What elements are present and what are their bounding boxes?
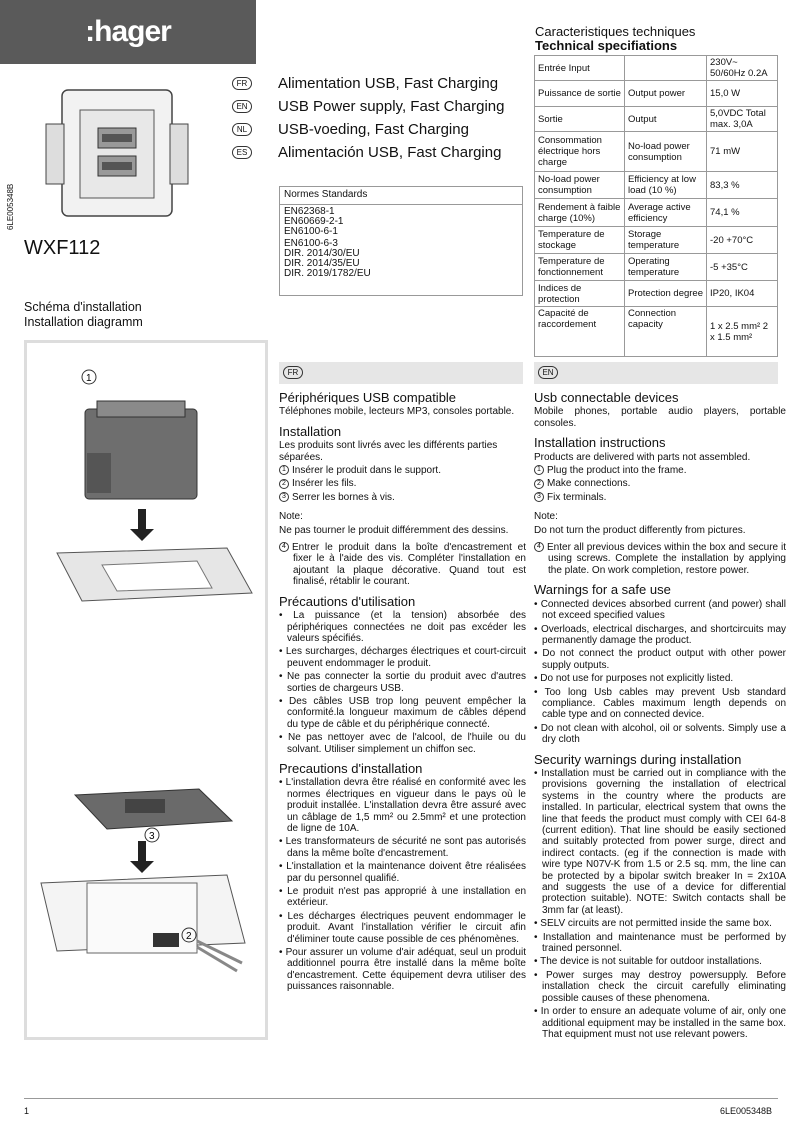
fr-banner (279, 362, 523, 384)
spec-row (535, 254, 778, 281)
spec-title (535, 25, 695, 53)
en-p1: Mobile phones, portable audio players, portable consoles. (534, 406, 786, 429)
spec-cell-en: Operating temperature (625, 254, 707, 281)
step-circle: 4 (534, 542, 544, 552)
spec-row (535, 56, 778, 81)
spec-cell-fr: Entrée Input (535, 56, 625, 81)
spec-cell-value: IP20, IK04 (707, 281, 778, 307)
norm-item: DIR. 2014/30/EU (284, 248, 360, 259)
lang-badge: FR (232, 77, 252, 90)
fr-use-item: • La puissance (et la tension) absorbée des périphériques connectées ne doit pas excéder les valeurs spécifiés. (279, 610, 526, 644)
step-circle: 3 (279, 492, 289, 502)
spec-row (535, 107, 778, 132)
spec-cell-value: 1 x 2.5 mm² 2 x 1.5 mm² (707, 307, 778, 357)
fr-h4: Precautions d'installation (279, 760, 423, 776)
spec-cell-fr: Consommation électrique hors charge (535, 132, 625, 172)
en-step1 (534, 465, 786, 476)
fr-badge: FR (283, 366, 303, 379)
en-inst-item: • In order to ensure an adequate volume of air, only one additional equipment may be installed in the same box. That equipment must not use relevant powers. (534, 1006, 787, 1040)
diagram-title-fr: Schéma d'installation (24, 300, 142, 314)
spec-row (535, 172, 778, 199)
en-h2: Installation instructions (534, 435, 666, 451)
fr-use-item: • Des câbles USB trop long peuvent empêcher la conformité.la longueur maximum de câbles dépend du type de câble et du périphérique connecté. (279, 695, 526, 730)
spec-row (535, 81, 778, 107)
fr-inst-item: • L'installation devra être réalisé en conformité avec les normes électriques en vigueur dans le pays où le produit installée. L'installation devra être assuré avec un câblage de 1,5 mm² ou 2.5mm² et une protection de ligne de 10A. (279, 777, 526, 834)
lang-title: USB Power supply, Fast Charging (278, 98, 505, 115)
lang-title: Alimentation USB, Fast Charging (278, 75, 499, 92)
step-circle: 2 (279, 479, 289, 489)
en-s1-text: Plug the product into the frame. (547, 465, 687, 477)
step-circle: 4 (279, 542, 289, 552)
spec-cell-fr: No-load power consumption (535, 172, 625, 199)
en-note-label: Note: (534, 511, 558, 523)
spec-cell-en: Output (625, 107, 707, 132)
spec-cell-en (625, 56, 707, 81)
en-inst-item: • Installation and maintenance must be performed by trained personnel. (534, 931, 786, 955)
spec-cell-fr: Rendement à faible charge (10%) (535, 199, 625, 227)
spec-row (535, 132, 778, 172)
spec-row (535, 199, 778, 227)
spec-row (535, 307, 778, 357)
spec-title-fr: Caracteristiques techniques (535, 24, 696, 39)
en-h1: Usb connectable devices (534, 390, 679, 405)
installation-diagram (24, 340, 268, 1040)
en-badge: EN (538, 366, 558, 379)
spec-cell-en: No-load power consumption (625, 132, 707, 172)
norm-item: EN6100-6-1 (284, 226, 338, 237)
fr-inst-item: • Pour assurer un volume d'air adéquat, seul un produit additionnel pourra être installé dans la même boîte d'encastrement. Cette équipement devra utiliser des puissances raisonnable. (279, 947, 526, 993)
lang-row-es (232, 141, 522, 164)
en-inst-item: • Installation must be carried out in compliance with the provisions governing the installation of electrical systems in the country where the products are installed. In particular, electrical system that owns the line that feeds the product must comply with CEI 64-8 (current edition). That line should be easily sectioned and suitably protected from power surge, direct and indirect contacts. (eg if the connection is made with wire type N07V-K from 1.5 or 2.5 sq. mm, the line can be protected by a bipolar switch breaker In = 2x10A and suggests the use of a device for differential protection suitable). NOTE: Switch contacts shall be 3mm far (at least). (534, 767, 787, 916)
fr-step3 (279, 492, 526, 503)
fr-h2: Installation (279, 423, 342, 439)
fr-p2: Les produits sont livrés avec les différents parties séparées. (279, 440, 498, 463)
en-inst-item: • SELV circuits are not permitted inside the same box. (534, 918, 772, 930)
diagram-title-en: Installation diagramm (24, 315, 143, 329)
norms-box (279, 186, 523, 296)
en-inst-item: • The device is not suitable for outdoor installations. (534, 956, 762, 968)
spec-cell-value: -5 +35°C (707, 254, 778, 281)
language-titles (232, 72, 522, 164)
en-s3-text: Fix terminals. (547, 491, 607, 503)
en-use-item: • Overloads, electrical discharges, and shortcircuits may permanently damage the product. (534, 623, 787, 646)
spec-cell-en: Connection capacity (625, 307, 707, 357)
step-circle: 1 (534, 465, 544, 475)
norm-item: DIR. 2019/1782/EU (284, 268, 371, 279)
fr-s2-text: Insérer les fils. (292, 478, 357, 490)
en-step2 (534, 478, 786, 489)
en-use-item: • Connected devices absorbed current (and power) shall not exceed specified values (534, 598, 786, 622)
page-number: 1 (24, 1106, 30, 1116)
brand-banner (0, 0, 256, 64)
spec-cell-fr: Puissance de sortie (535, 81, 625, 107)
fr-column (279, 384, 526, 995)
fr-s1-text: Insérer le produit dans le support. (292, 465, 441, 477)
spec-cell-value: 71 mW (707, 132, 778, 172)
norm-item: EN62368-1 (284, 206, 335, 217)
step-2-label: 2 (186, 931, 192, 942)
spec-row (535, 227, 778, 254)
en-step3 (534, 492, 786, 503)
en-use-item: • Do not connect the product output with other power supply outputs. (534, 648, 787, 671)
spec-cell-en: Efficiency at low load (10 %) (625, 172, 707, 199)
step-3-label: 3 (149, 831, 155, 842)
norms-list (280, 205, 522, 281)
fr-step2 (279, 478, 526, 489)
spec-cell-en: Average active efficiency (625, 199, 707, 227)
en-h3: Warnings for a safe use (534, 582, 671, 598)
fr-s3-text: Serrer les bornes à vis. (292, 491, 395, 503)
fr-note-label: Note: (279, 511, 303, 523)
spec-cell-value: 83,3 % (707, 172, 778, 199)
fr-inst-item: • L'installation et la maintenance doivent être réalisées par du personnel qualifié. (279, 861, 526, 884)
fr-inst-item: • Le produit n'est pas approprié à une installation en extérieur. (279, 886, 526, 909)
spec-cell-value: 230V~ 50/60Hz 0.2A (707, 56, 778, 81)
fr-h3: Précautions d'utilisation (279, 593, 416, 609)
lang-badge: ES (232, 146, 252, 159)
diagram-drawing (27, 343, 265, 1037)
fr-use-item: • Ne pas connecter la sortie du produit avec d'autres sorties de chargeurs USB. (279, 671, 526, 694)
lang-row-fr (232, 72, 522, 95)
footer-divider (24, 1098, 778, 1099)
spec-row (535, 281, 778, 307)
spec-cell-en: Output power (625, 81, 707, 107)
fr-inst-item: • Les transformateurs de sécurité ne sont pas autorisés dans la même boîte d'encastrement. (279, 836, 526, 859)
en-use-item: • Do not use for purposes not explicitly listed. (534, 673, 734, 685)
lang-badge: NL (232, 123, 252, 136)
norm-item: EN6100-6-3 (284, 238, 338, 249)
lang-row-en (232, 95, 522, 118)
spec-cell-fr: Indices de protection (535, 281, 625, 307)
spec-title-en: Technical specifiations (535, 38, 678, 53)
step-circle: 3 (534, 492, 544, 502)
en-inst-item: • Power surges may destroy powersupply. Before installation check the circuit carefully eliminating possible causes of these phenomena. (534, 969, 787, 1004)
model-number: WXF112 (24, 237, 101, 259)
product-illustration (40, 84, 190, 224)
en-use-item: • Too long Usb cables may prevent Usb standard compliance. Cables maximum length depends on cable type and on connected device. (534, 686, 786, 721)
en-column (534, 384, 786, 1042)
norm-item: EN60669-2-1 (284, 216, 344, 227)
spec-cell-fr: Temperature de stockage (535, 227, 625, 254)
step-1-label: 1 (86, 373, 92, 384)
en-step4 (534, 542, 786, 576)
fr-use-item: • Les surcharges, décharges électriques et court-circuit peuvent endommager le produit. (279, 646, 526, 669)
en-s4-text: Enter all previous devices within the box and secure it using screws. Complete the installation by applying the plate. On work completion, restore power. (547, 542, 786, 576)
lang-row-nl (232, 118, 522, 141)
spec-cell-fr: Temperature de fonctionnement (535, 254, 625, 281)
lang-badge: EN (232, 100, 252, 113)
norm-item: DIR. 2014/35/EU (284, 258, 360, 269)
en-note: Do not turn the product differently from pictures. (534, 524, 746, 536)
step-circle: 1 (279, 465, 289, 475)
lang-title: Alimentación USB, Fast Charging (278, 144, 502, 161)
spec-cell-value: 74,1 % (707, 199, 778, 227)
fr-use-item: • Ne pas nettoyer avec de l'alcool, de l'huile ou du solvant. Utiliser simplement un chiffon sec. (279, 732, 526, 755)
spec-cell-en: Storage temperature (625, 227, 707, 254)
spec-cell-value: 15,0 W (707, 81, 778, 107)
fr-h1: Périphériques USB compatible (279, 390, 457, 405)
fr-p1: Téléphones mobile, lecteurs MP3, consoles portable. (279, 406, 515, 418)
spec-cell-value: -20 +70°C (707, 227, 778, 254)
fr-s4-text: Entrer le produit dans la boîte d'encastrement et fixer le à l'aide des vis. Compléter l'installation en ajoutant la plaque décorative. Quand tout est finalisé, rétablir le courant. (292, 542, 526, 588)
en-banner (534, 362, 778, 384)
diagram-title (24, 300, 143, 330)
spec-cell-value: 5,0VDC Total max. 3,0A (707, 107, 778, 132)
lang-title: USB-voeding, Fast Charging (278, 121, 469, 138)
en-use-item: • Do not clean with alcohol, oil or solvents. Simply use a dry cloth (534, 722, 786, 746)
side-doc-code: 6LE005348B (6, 183, 15, 230)
step-circle: 2 (534, 479, 544, 489)
spec-cell-fr: Sortie (535, 107, 625, 132)
footer-doc-code: 6LE005348B (720, 1106, 773, 1116)
fr-inst-item: • Les décharges électriques peuvent endommager le produit. Avant l'installation vérifier le circuit afin d'éliminer toute cause possible de ces phénomènes. (279, 910, 526, 945)
fr-step1 (279, 465, 526, 476)
spec-cell-en: Protection degree (625, 281, 707, 307)
en-h4: Security warnings during installation (534, 751, 742, 767)
en-s2-text: Make connections. (547, 478, 631, 490)
spec-table (534, 55, 778, 357)
fr-note: Ne pas tourner le produit différemment des dessins. (279, 524, 509, 536)
fr-step4 (279, 542, 526, 588)
spec-cell-fr: Capacité de raccordement (535, 307, 625, 357)
brand-logo: :hager (85, 15, 171, 48)
norms-header: Normes Standards (280, 187, 522, 205)
en-p2: Products are delivered with parts not assembled. (534, 451, 751, 463)
